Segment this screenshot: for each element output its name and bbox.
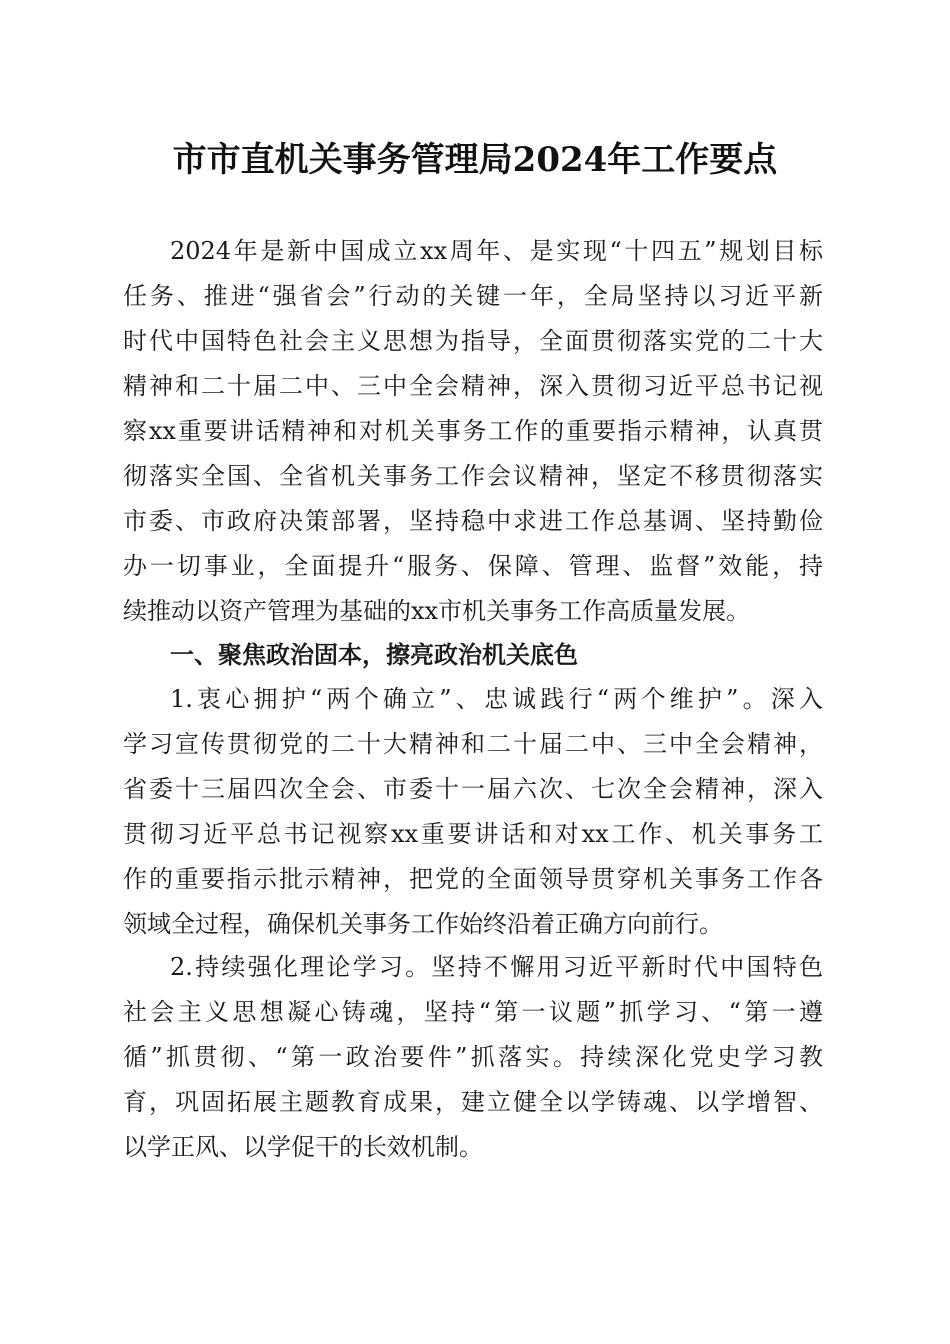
intro-line: 任务、推进“强省会”行动的关键一年，全局坚持以习近平新 — [123, 282, 823, 310]
item-1-line: 学习宣传贯彻党的二十大精神和二十届二中、三中全会精神， — [123, 730, 823, 758]
intro-line: 市委、市政府决策部署，坚持稳中求进工作总基调、坚持勤俭 — [123, 507, 823, 535]
intro-line: 彻落实全国、全省机关事务工作会议精神，坚定不移贯彻落实 — [123, 462, 823, 490]
intro-paragraph — [123, 229, 823, 634]
item-1-line: 贯彻习近平总书记视察xx重要讲话和对xx工作、机关事务工 — [123, 820, 823, 848]
item-1-line: 1.衷心拥护“两个确立”、忠诚践行“两个维护”。深入 — [170, 685, 823, 713]
intro-line: 精神和二十届二中、三中全会精神，深入贯彻习近平总书记视 — [123, 372, 823, 400]
item-2-line: 2.持续强化理论学习。坚持不懈用习近平新时代中国特色 — [170, 953, 823, 981]
item-2-line: 循”抓贯彻、“第一政治要件”抓落实。持续深化党史学习教 — [123, 1043, 823, 1071]
item-2-paragraph — [123, 945, 823, 1170]
section-heading — [123, 632, 823, 677]
item-1-line: 作的重要指示批示精神，把党的全面领导贯穿机关事务工作各 — [123, 865, 823, 893]
intro-line: 续推动以资产管理为基础的xx市机关事务工作高质量发展。 — [123, 597, 751, 625]
document-title: 市市直机关事务管理局2024年工作要点 — [172, 140, 778, 180]
item-1-paragraph — [123, 677, 823, 947]
item-2-line: 以学正风、以学促干的长效机制。 — [123, 1133, 483, 1161]
item-1-line: 领域全过程，确保机关事务工作始终沿着正确方向前行。 — [123, 910, 723, 938]
intro-line: 察xx重要讲话精神和对机关事务工作的重要指示精神，认真贯 — [123, 417, 823, 445]
item-1-line: 省委十三届四次全会、市委十一届六次、七次全会精神，深入 — [123, 775, 823, 803]
intro-line: 时代中国特色社会主义思想为指导，全面贯彻落实党的二十大 — [123, 327, 823, 355]
intro-line: 2024年是新中国成立xx周年、是实现“十四五”规划目标 — [170, 237, 823, 265]
intro-line: 办一切事业，全面提升“服务、保障、管理、监督”效能，持 — [123, 552, 823, 580]
item-2-line: 育，巩固拓展主题教育成果，建立健全以学铸魂、以学增智、 — [123, 1088, 823, 1116]
item-2-line: 社会主义思想凝心铸魂，坚持“第一议题”抓学习、“第一遵 — [123, 998, 823, 1026]
section-heading-text: 一、聚焦政治固本，擦亮政治机关底色 — [170, 640, 578, 669]
